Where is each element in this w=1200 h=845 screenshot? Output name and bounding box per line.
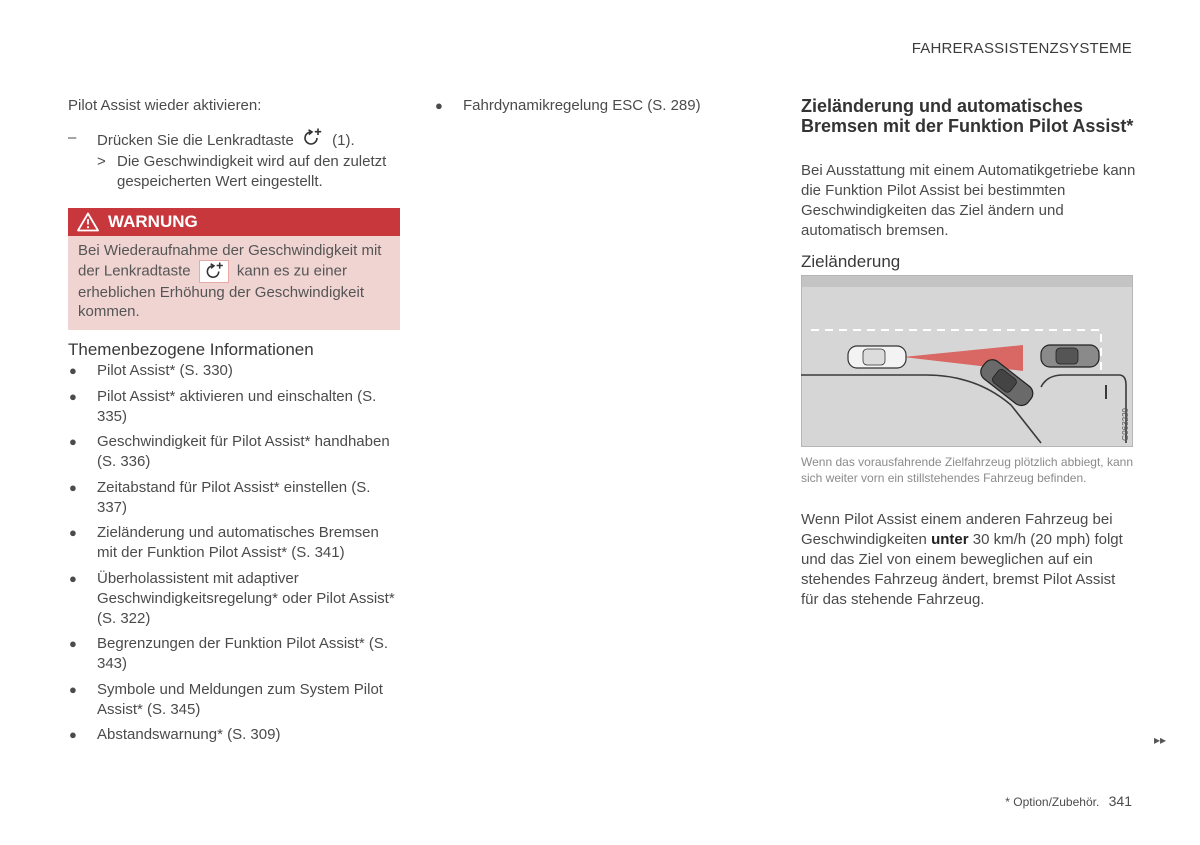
warning-triangle-icon: [77, 212, 99, 232]
result-marker: >: [97, 153, 106, 170]
col2-list: [434, 96, 734, 122]
related-link[interactable]: ● Geschwindigkeit für Pilot Assist* handhaben (S. 336): [69, 433, 390, 470]
related-link[interactable]: ● Symbole und Meldungen zum System Pilot Assist* (S. 345): [69, 680, 383, 718]
warning-text-start: Bei Wiederaufnahme der Geschwindigkeit mit der Lenkradtaste: [78, 242, 382, 280]
option-footnote: * Option/Zubehör.: [1005, 795, 1100, 809]
warning-body: [68, 236, 400, 330]
warning-title: WARNUNG: [108, 212, 198, 231]
resume-speed-icon: [199, 260, 229, 283]
related-link[interactable]: ● Überholassistent mit adaptiver Geschwindigkeitsregelung* oder Pilot Assist* (S. 322): [69, 569, 395, 627]
result-text: Die Geschwindigkeit wird auf den zuletzt gespeicherten Wert eingestellt.: [117, 153, 387, 190]
body-paragraph: [801, 510, 1136, 610]
figure-code: G063220: [1121, 408, 1130, 441]
resume-speed-icon: [302, 128, 322, 154]
continue-marker: ▸▸: [1153, 733, 1166, 747]
related-link[interactable]: ● Zieländerung und automatisches Bremsen mit der Funktion Pilot Assist* (S. 341): [69, 524, 379, 561]
step-reference: (1).: [332, 131, 355, 149]
related-heading: Themenbezogene Informationen: [68, 340, 314, 359]
related-link[interactable]: ● Zeitabstand für Pilot Assist* einstellen (S. 337): [69, 478, 371, 516]
warning-header: [68, 208, 400, 236]
intro-paragraph: Bei Ausstattung mit einem Automatikgetriebe kann die Funktion Pilot Assist bei bestimmten Geschwindigkeiten das Ziel ändern und automatisch bremsen.: [801, 162, 1136, 239]
target-change-illustration: [801, 275, 1133, 447]
related-link[interactable]: ● Pilot Assist* aktivieren und einschalten (S. 335): [69, 387, 377, 425]
step-text: Drücken Sie die Lenkradtaste: [97, 131, 294, 149]
step-dash: –: [68, 129, 77, 146]
body-text-end: 30 km/h (20 mph) folgt und das Ziel von einem beweglichen auf ein stehendes Fahrzeug ändert, bremst Pilot Assist für das stehende Fahrzeug.: [801, 531, 1123, 608]
step-result: [97, 152, 397, 192]
body-text-start: Wenn Pilot Assist einem anderen Fahrzeug bei Geschwindigkeiten: [801, 511, 1113, 548]
related-link[interactable]: ● Fahrdynamikregelung ESC (S. 289): [435, 97, 701, 114]
option-note: [1005, 793, 1132, 809]
warning-text-end: kann es zu einer erheblichen Erhöhung der Geschwindigkeit kommen.: [78, 262, 365, 320]
intro-text: Pilot Assist wieder aktivieren:: [68, 97, 262, 114]
page-number: 341: [1108, 793, 1132, 809]
own-car-icon: [848, 346, 906, 368]
main-heading: Zieländerung und automatisches Bremsen mit der Funktion Pilot Assist*: [801, 96, 1134, 136]
related-link[interactable]: ● Pilot Assist* (S. 330): [69, 362, 233, 379]
related-link[interactable]: ● Begrenzungen der Funktion Pilot Assist* (S. 343): [69, 635, 388, 672]
related-list: [68, 361, 398, 751]
related-link[interactable]: ● Abstandswarnung* (S. 309): [69, 726, 281, 743]
subheading: Zieländerung: [801, 252, 901, 271]
section-title: FAHRERASSISTENZSYSTEME: [911, 40, 1132, 57]
stationary-car-icon: [1041, 345, 1099, 367]
body-text-bold: unter: [931, 531, 969, 548]
figure-caption: Wenn das vorausfahrende Zielfahrzeug plötzlich abbiegt, kann sich weiter vorn ein stillstehendes Fahrzeug befinden.: [801, 455, 1133, 485]
